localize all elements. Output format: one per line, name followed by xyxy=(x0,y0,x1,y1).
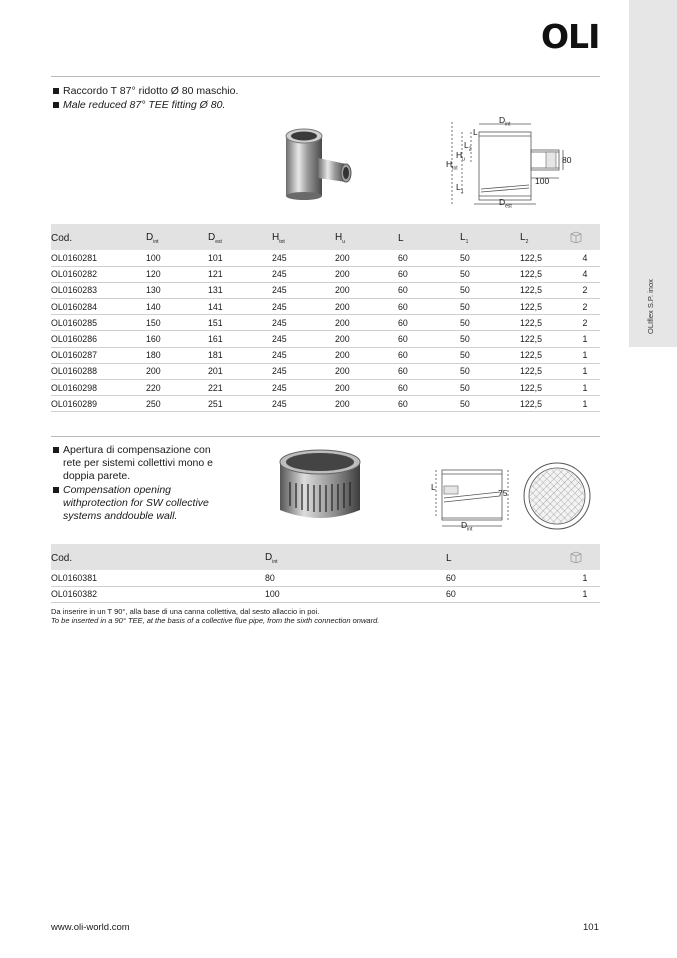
table-row xyxy=(51,266,600,282)
table-cell: OL0160288 xyxy=(51,363,146,379)
table-cell: 250 xyxy=(146,396,208,412)
table-cell: 245 xyxy=(272,396,335,412)
note-it: Da inserire in un T 90°, alla base di una canna collettiva, dal sesto allaccio in poi. xyxy=(51,607,320,616)
table-cell: 4 xyxy=(570,250,600,266)
section1-bullet-it: Raccordo T 87° ridotto Ø 80 maschio. xyxy=(53,85,243,98)
table-cell: 200 xyxy=(335,266,398,282)
table-cell: 140 xyxy=(146,299,208,315)
table-cell: 200 xyxy=(335,347,398,363)
table-cell: 101 xyxy=(208,250,272,266)
oli-logo: OLI xyxy=(541,17,600,56)
dim-d-int-compensation: $D_{int}$ xyxy=(461,520,473,533)
table-cell: 1 xyxy=(570,586,600,602)
table-cell: 245 xyxy=(272,315,335,331)
table-cell: OL0160285 xyxy=(51,315,146,331)
header-l: L xyxy=(446,544,570,570)
table-cell: 60 xyxy=(398,363,460,379)
table-cell: OL0160381 xyxy=(51,570,216,586)
table-cell: 245 xyxy=(272,299,335,315)
dim-l: L xyxy=(473,127,478,137)
table-cell: OL0160289 xyxy=(51,396,146,412)
table-cell: 200 xyxy=(335,380,398,396)
table-cell: 4 xyxy=(570,266,600,282)
table-cell: 122,5 xyxy=(520,282,570,298)
dim-100: 100 xyxy=(535,176,550,186)
table-row xyxy=(51,282,600,298)
package-box-icon xyxy=(570,551,582,563)
table-cell: 60 xyxy=(398,380,460,396)
table-cell: 60 xyxy=(398,331,460,347)
table-row xyxy=(51,347,600,363)
section2-bullet-en: Compensation opening withprotection for SW collective systems anddouble wall. xyxy=(53,484,228,523)
table-cell: 60 xyxy=(398,282,460,298)
table-cell: 100 xyxy=(146,250,208,266)
table-cell: 245 xyxy=(272,331,335,347)
table-cell: 50 xyxy=(460,266,520,282)
header-package xyxy=(570,224,600,250)
dim-h-tot: $H_{tot}$ xyxy=(446,159,458,172)
table-cell: 200 xyxy=(335,299,398,315)
table-cell: 122,5 xyxy=(520,250,570,266)
table-cell: 60 xyxy=(398,396,460,412)
header-d-int: $D_{int}$ xyxy=(146,224,208,250)
dim-h-u: $H_u$ xyxy=(456,150,465,163)
section1-description xyxy=(53,85,243,112)
table-cell: 60 xyxy=(398,299,460,315)
table-cell: 245 xyxy=(272,266,335,282)
table-cell: 50 xyxy=(460,347,520,363)
table-cell: 245 xyxy=(272,282,335,298)
footer-url: www.oli-world.com xyxy=(51,922,130,933)
table-cell: 141 xyxy=(208,299,272,315)
table-cell: 122,5 xyxy=(520,380,570,396)
table-cell: 201 xyxy=(208,363,272,379)
header-cod: Cod. xyxy=(51,224,146,250)
dim-d-int: $D_{int}$ xyxy=(499,115,511,128)
note-en: To be inserted in a 90° TEE, at the basis of a collective flue pipe, from the sixth connection onward. xyxy=(51,616,380,625)
table-row xyxy=(51,586,600,602)
table-cell: 60 xyxy=(398,266,460,282)
table-cell: 161 xyxy=(208,331,272,347)
header-cod: Cod. xyxy=(51,544,216,570)
table-cell: 245 xyxy=(272,347,335,363)
table-cell: 60 xyxy=(446,586,570,602)
table-cell: 122,5 xyxy=(520,396,570,412)
table-cell: 122,5 xyxy=(520,347,570,363)
table-cell: 220 xyxy=(146,380,208,396)
header-package xyxy=(570,544,600,570)
table-cell: 245 xyxy=(272,380,335,396)
table-cell: OL0160298 xyxy=(51,380,146,396)
table-cell: 151 xyxy=(208,315,272,331)
table-cell: 160 xyxy=(146,331,208,347)
table-cell: 1 xyxy=(570,380,600,396)
side-tab-label: OLIflex S.P. inox xyxy=(646,279,655,334)
table-cell: OL0160282 xyxy=(51,266,146,282)
tee-table xyxy=(51,224,600,412)
tee-fitting-photo xyxy=(278,124,358,200)
table-cell: 2 xyxy=(570,315,600,331)
installation-note xyxy=(51,607,379,625)
table-row xyxy=(51,331,600,347)
table-cell: 50 xyxy=(460,315,520,331)
header-d-est: $D_{est}$ xyxy=(208,224,272,250)
table-cell: 1 xyxy=(570,363,600,379)
table-header-row xyxy=(51,224,600,250)
table-cell: 122,5 xyxy=(520,266,570,282)
table-cell: 2 xyxy=(570,299,600,315)
table-row xyxy=(51,299,600,315)
dim-80: 80 xyxy=(562,155,572,165)
table-cell: 60 xyxy=(398,250,460,266)
table-cell: 1 xyxy=(570,347,600,363)
divider xyxy=(51,76,600,77)
header-h-tot: $H_{tot}$ xyxy=(272,224,335,250)
table-cell: 200 xyxy=(335,363,398,379)
table-cell: 130 xyxy=(146,282,208,298)
table-cell: 60 xyxy=(398,315,460,331)
dim-l1: $L_1$ xyxy=(456,182,464,195)
section1-bullet-en: Male reduced 87° TEE fitting Ø 80. xyxy=(53,99,243,112)
table-cell: 50 xyxy=(460,250,520,266)
table-cell: 122,5 xyxy=(520,363,570,379)
header-d-int: $D_{int}$ xyxy=(216,544,446,570)
table-cell: 245 xyxy=(272,250,335,266)
divider xyxy=(51,436,600,437)
table-cell: 2 xyxy=(570,282,600,298)
table-row xyxy=(51,380,600,396)
tee-table-body xyxy=(51,250,600,412)
table-cell: OL0160281 xyxy=(51,250,146,266)
mesh-grid-top-view xyxy=(522,461,592,531)
compensation-opening-photo xyxy=(276,444,364,528)
table-cell: 245 xyxy=(272,363,335,379)
table-cell: OL0160284 xyxy=(51,299,146,315)
dim-75: 75 xyxy=(498,488,508,498)
table-cell: 131 xyxy=(208,282,272,298)
header-l2: $L_2$ xyxy=(520,224,570,250)
dim-l2: $L_2$ xyxy=(464,140,472,153)
table-cell: 150 xyxy=(146,315,208,331)
table-row xyxy=(51,396,600,412)
table-cell: 1 xyxy=(570,396,600,412)
table-cell: 1 xyxy=(570,570,600,586)
header-l1: $L_1$ xyxy=(460,224,520,250)
table-row xyxy=(51,570,600,586)
table-cell: 100 xyxy=(216,586,446,602)
table-cell: 122,5 xyxy=(520,315,570,331)
table-cell: 122,5 xyxy=(520,331,570,347)
table-cell: 50 xyxy=(460,331,520,347)
header-h-u: $H_u$ xyxy=(335,224,398,250)
table-cell: 60 xyxy=(398,347,460,363)
table-cell: 120 xyxy=(146,266,208,282)
table-cell: OL0160287 xyxy=(51,347,146,363)
table-cell: 181 xyxy=(208,347,272,363)
table-cell: 200 xyxy=(335,315,398,331)
table-cell: 200 xyxy=(335,250,398,266)
table-cell: 200 xyxy=(335,396,398,412)
table-cell: 121 xyxy=(208,266,272,282)
table-cell: 180 xyxy=(146,347,208,363)
table-cell: 1 xyxy=(570,331,600,347)
header-l: L xyxy=(398,224,460,250)
table-cell: 60 xyxy=(446,570,570,586)
table-cell: 200 xyxy=(335,282,398,298)
dim-l-compensation: L xyxy=(431,482,436,492)
table-row xyxy=(51,363,600,379)
table-cell: 80 xyxy=(216,570,446,586)
table-cell: 221 xyxy=(208,380,272,396)
table-cell: 122,5 xyxy=(520,299,570,315)
table-cell: 200 xyxy=(146,363,208,379)
package-box-icon xyxy=(570,231,582,243)
table-row xyxy=(51,250,600,266)
dim-d-est: $D_{est}$ xyxy=(499,197,512,210)
compensation-table xyxy=(51,544,600,603)
table-cell: OL0160382 xyxy=(51,586,216,602)
section2-description xyxy=(53,444,228,523)
table-cell: 50 xyxy=(460,299,520,315)
compensation-table-body xyxy=(51,570,600,602)
table-row xyxy=(51,315,600,331)
table-cell: 50 xyxy=(460,363,520,379)
table-cell: 251 xyxy=(208,396,272,412)
table-header-row xyxy=(51,544,600,570)
table-cell: OL0160286 xyxy=(51,331,146,347)
page-number: 101 xyxy=(583,922,599,933)
section2-bullet-it: Apertura di compensazione con rete per sistemi collettivi mono e doppia parete. xyxy=(53,444,228,483)
table-cell: 50 xyxy=(460,282,520,298)
table-cell: 200 xyxy=(335,331,398,347)
table-cell: 50 xyxy=(460,396,520,412)
table-cell: OL0160283 xyxy=(51,282,146,298)
table-cell: 50 xyxy=(460,380,520,396)
